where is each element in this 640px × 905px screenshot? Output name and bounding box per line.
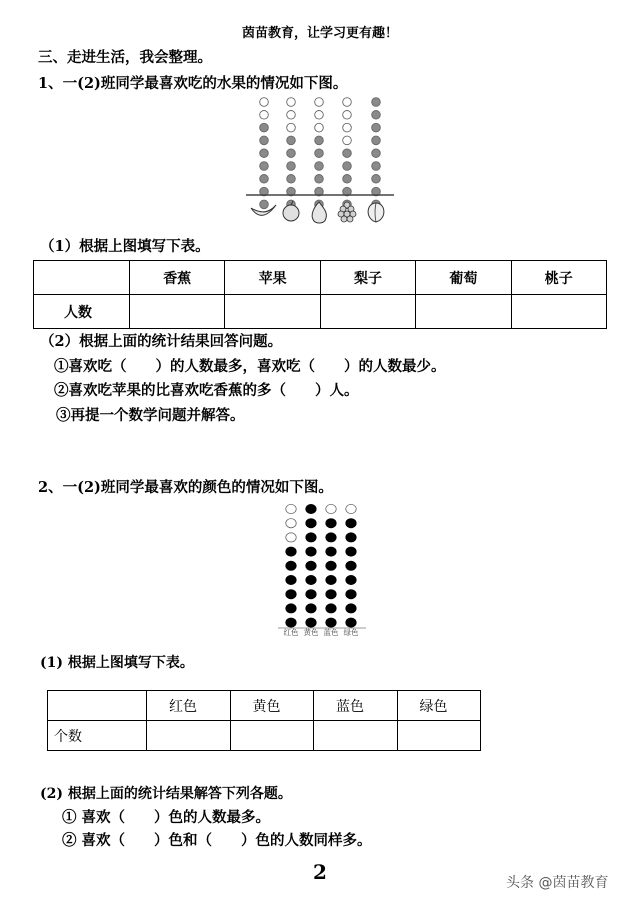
- count-mark-filled: [343, 175, 352, 184]
- count-mark-filled: [306, 618, 316, 627]
- section-title: 三、走进生活，我会整理。: [38, 49, 212, 66]
- table-row: [34, 261, 607, 295]
- count-mark-filled: [287, 149, 296, 158]
- table-row: [48, 691, 481, 721]
- count-mark-empty: [343, 98, 352, 107]
- answer-cell[interactable]: [147, 721, 231, 751]
- answer-cell[interactable]: [314, 721, 398, 751]
- count-mark-filled: [260, 162, 269, 171]
- count-mark-filled: [315, 149, 324, 158]
- count-mark-filled: [346, 590, 356, 599]
- answer-cell[interactable]: [225, 295, 320, 329]
- table-header-cell: 绿色: [397, 691, 481, 721]
- count-mark-filled: [306, 547, 316, 556]
- count-mark-filled: [326, 533, 336, 542]
- count-mark-filled: [346, 618, 356, 627]
- count-mark-filled: [372, 123, 381, 132]
- peach-icon: [368, 203, 384, 222]
- count-mark-filled: [287, 162, 296, 171]
- color-table: [47, 690, 481, 751]
- count-mark-filled: [286, 604, 296, 613]
- fruit-table: [33, 260, 607, 329]
- count-mark-empty: [315, 123, 324, 132]
- count-mark-filled: [326, 618, 336, 627]
- q1-sub2: （2）根据上面的统计结果回答问题。: [40, 333, 283, 350]
- color-pictograph: [276, 500, 372, 642]
- table-row: [34, 295, 607, 329]
- count-mark-filled: [372, 136, 381, 145]
- category-label: 红色: [283, 628, 299, 637]
- q1-item: ③再提一个数学问题并解答。: [56, 407, 245, 424]
- count-mark-filled: [315, 175, 324, 184]
- q2-title: 2、一(2)班同学最喜欢的颜色的情况如下图。: [38, 479, 333, 496]
- answer-cell[interactable]: [130, 295, 225, 329]
- count-mark-filled: [315, 162, 324, 171]
- q1-sub1: （1）根据上图填写下表。: [40, 238, 210, 255]
- count-mark-filled: [372, 111, 381, 120]
- count-mark-filled: [372, 98, 381, 107]
- count-mark-filled: [372, 162, 381, 171]
- count-mark-filled: [346, 519, 356, 528]
- count-mark-empty: [287, 111, 296, 120]
- count-mark-filled: [260, 136, 269, 145]
- q2-sub1: (1) 根据上图填写下表。: [40, 655, 194, 671]
- table-header-cell: 苹果: [225, 261, 320, 295]
- q2-item: ① 喜欢（ ）色的人数最多。: [62, 809, 271, 826]
- count-mark-empty: [343, 123, 352, 132]
- answer-cell[interactable]: [511, 295, 606, 329]
- count-mark-empty: [260, 111, 269, 120]
- count-mark-empty: [315, 98, 324, 107]
- count-mark-filled: [260, 175, 269, 184]
- count-mark-filled: [372, 149, 381, 158]
- count-mark-filled: [343, 149, 352, 158]
- category-label: 蓝色: [323, 628, 339, 637]
- count-mark-filled: [326, 547, 336, 556]
- answer-cell[interactable]: [230, 721, 314, 751]
- table-row: [48, 721, 481, 751]
- count-mark-empty: [315, 111, 324, 120]
- watermark: 头条 @茵苗教育: [506, 875, 609, 891]
- count-mark-empty: [343, 111, 352, 120]
- count-mark-filled: [260, 149, 269, 158]
- count-mark-filled: [346, 533, 356, 542]
- q1-item: ①喜欢吃（ ）的人数最多，喜欢吃（ ）的人数最少。: [54, 358, 446, 375]
- count-mark-filled: [286, 561, 296, 570]
- count-mark-empty: [286, 504, 296, 513]
- page-header: 茵苗教育，让学习更有趣！: [241, 26, 398, 41]
- count-mark-filled: [306, 504, 316, 513]
- count-mark-empty: [287, 123, 296, 132]
- grapes-icon: [338, 202, 356, 222]
- table-header-cell: 桃子: [511, 261, 606, 295]
- pear-icon: [312, 202, 326, 223]
- q2-sub2: (2) 根据上面的统计结果解答下列各题。: [40, 786, 292, 802]
- count-mark-filled: [346, 561, 356, 570]
- count-mark-filled: [286, 547, 296, 556]
- table-corner-cell: [34, 261, 130, 295]
- count-mark-filled: [306, 590, 316, 599]
- count-mark-filled: [326, 561, 336, 570]
- count-mark-filled: [326, 604, 336, 613]
- category-label: 绿色: [343, 628, 359, 637]
- table-corner-cell: [48, 691, 147, 721]
- table-header-cell: 香蕉: [130, 261, 225, 295]
- count-mark-empty: [287, 98, 296, 107]
- count-mark-filled: [287, 175, 296, 184]
- count-mark-filled: [306, 519, 316, 528]
- count-mark-empty: [343, 136, 352, 145]
- count-mark-filled: [287, 136, 296, 145]
- count-mark-filled: [306, 575, 316, 584]
- q1-title: 1、一(2)班同学最喜欢吃的水果的情况如下图。: [38, 75, 348, 92]
- table-header-cell: 葡萄: [416, 261, 511, 295]
- table-header-cell: 红色: [147, 691, 231, 721]
- count-mark-filled: [372, 175, 381, 184]
- table-header-cell: 蓝色: [314, 691, 398, 721]
- count-mark-filled: [326, 590, 336, 599]
- count-mark-filled: [346, 547, 356, 556]
- table-header-cell: 黄色: [230, 691, 314, 721]
- table-header-cell: 梨子: [320, 261, 415, 295]
- count-mark-filled: [306, 561, 316, 570]
- page-number: 2: [313, 860, 327, 884]
- fruit-pictograph: [240, 92, 400, 232]
- count-mark-empty: [286, 533, 296, 542]
- count-mark-empty: [326, 504, 336, 513]
- count-mark-filled: [326, 519, 336, 528]
- count-mark-empty: [286, 519, 296, 528]
- category-label: 黄色: [303, 628, 319, 637]
- answer-cell[interactable]: [416, 295, 511, 329]
- count-mark-empty: [346, 504, 356, 513]
- table-row-label: 人数: [34, 295, 130, 329]
- count-mark-filled: [286, 618, 296, 627]
- count-mark-filled: [306, 604, 316, 613]
- apple-icon: [283, 201, 299, 221]
- count-mark-filled: [346, 604, 356, 613]
- count-mark-empty: [260, 98, 269, 107]
- count-mark-filled: [346, 575, 356, 584]
- table-row-label: 个数: [48, 721, 147, 751]
- q1-item: ②喜欢吃苹果的比喜欢吃香蕉的多（ ）人。: [54, 382, 359, 399]
- count-mark-filled: [260, 200, 269, 209]
- count-mark-filled: [315, 136, 324, 145]
- count-mark-filled: [260, 123, 269, 132]
- count-mark-filled: [343, 162, 352, 171]
- count-mark-filled: [306, 533, 316, 542]
- q2-item: ② 喜欢（ ）色和（ ）色的人数同样多。: [62, 832, 372, 849]
- count-mark-filled: [286, 590, 296, 599]
- count-mark-filled: [326, 575, 336, 584]
- answer-cell[interactable]: [397, 721, 481, 751]
- count-mark-filled: [286, 575, 296, 584]
- answer-cell[interactable]: [320, 295, 415, 329]
